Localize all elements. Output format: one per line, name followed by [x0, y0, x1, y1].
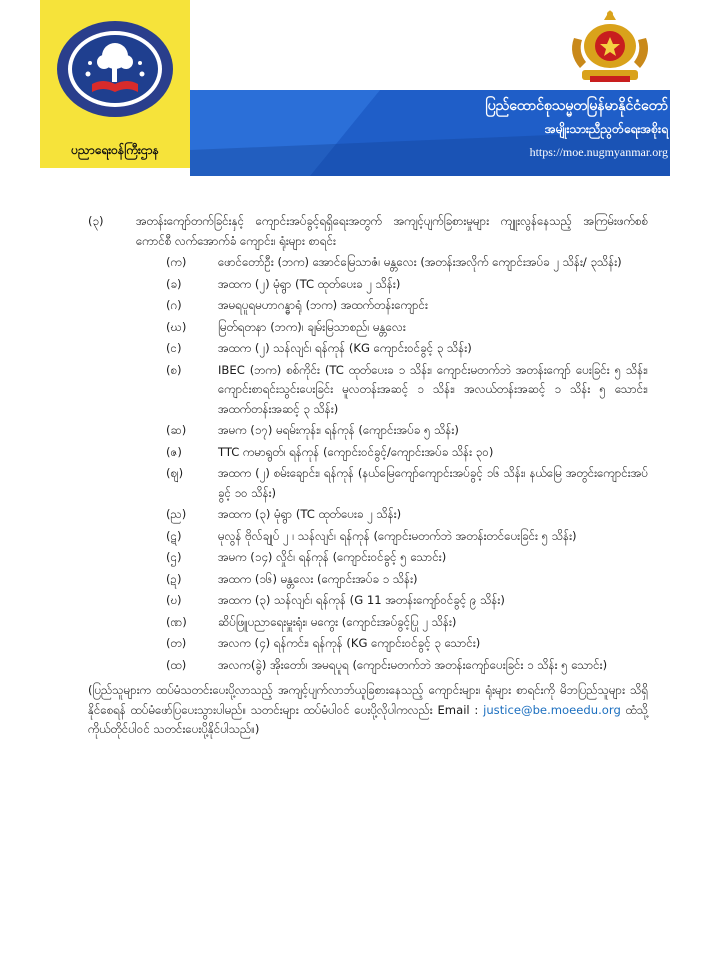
- list-item: [166, 253, 648, 273]
- list-marker: (င): [166, 341, 182, 355]
- ministry-logo-panel: [40, 0, 190, 168]
- list-item: [166, 656, 648, 676]
- document-body: [88, 212, 648, 740]
- list-text: အထက (၃) မုံရွာ (TC ထုတ်ပေးခ ၂ သိန်း): [218, 507, 402, 521]
- list-marker: (စ): [166, 362, 182, 377]
- section-heading: အတန်းကျော်တက်ခြင်းနှင့် ကျောင်းအပ်ခွင့်ရရှိရေးအတွက် အကျင့်ပျက်ခြစားမှုများ ကျူးလွန်နေသည့် အကြမ်းဖက်စစ်ကောင်စီ လက်အောက်ခံ ကျောင်း၊ ရုံးများ စာရင်း: [136, 214, 648, 248]
- website-url[interactable]: https://moe.nugmyanmar.org: [529, 145, 668, 159]
- list-marker: (ဈ): [166, 466, 184, 480]
- list-item: [166, 505, 648, 525]
- list-marker: (ထ): [166, 657, 187, 672]
- list-text: အမက (၁၄) လှိုင်၊ ရန်ကုန် (ကျောင်းဝင်ခွင့် ၅ သောင်း): [218, 550, 447, 564]
- list-marker: (က): [166, 255, 187, 269]
- list-item: [166, 443, 648, 463]
- list-marker: (ဂ): [166, 298, 182, 312]
- ministry-name: ပြည်ထောင်စုသမ္မတမြန်မာနိုင်ငံတော်: [485, 98, 668, 114]
- list-item: [166, 570, 648, 590]
- education-seal-icon: [54, 18, 176, 120]
- list-marker: (ဆ): [166, 423, 187, 437]
- list-item: [166, 613, 648, 633]
- school-list: [166, 253, 648, 675]
- contact-email-link[interactable]: justice@be.moeedu.org: [483, 702, 621, 717]
- closing-note: [88, 681, 648, 740]
- logo-caption: ပညာရေးဝန်ကြီးဌာန: [71, 143, 159, 157]
- list-text: အမရပူရမဟာဂန္ဓာရုံ (ဘက) အထက်တန်းကျောင်း: [218, 298, 428, 312]
- list-marker: (ဍ): [166, 571, 182, 586]
- note-text-end: ထံသို့ ကိုယ်တိုင်ပါဝင် သတင်းပေးပို့နိုင်ပါသည်။): [88, 702, 648, 736]
- list-marker: (ဌ): [166, 550, 182, 564]
- list-item: [166, 296, 648, 316]
- department-name: အမျိုးသားညီညွတ်ရေးအစိုးရ: [544, 122, 668, 136]
- list-item: [166, 421, 648, 441]
- list-item: [166, 339, 648, 359]
- state-emblem-icon: [560, 4, 660, 94]
- list-text: အမက (၁၇) မရမ်းကုန်း၊ ရန်ကုန် (ကျောင်းအပ်ခ ၅ သိန်း): [218, 423, 459, 437]
- list-item: [166, 464, 648, 503]
- list-item: [166, 361, 648, 420]
- list-marker: (ဏ): [166, 614, 187, 629]
- list-marker: (တ): [166, 636, 187, 650]
- list-text: အထက (၁၆) မန္တလေး (ကျောင်းအပ်ခ ၁ သိန်း): [218, 571, 418, 586]
- list-marker: (ည): [166, 507, 187, 521]
- list-marker: (ခ): [166, 276, 182, 291]
- list-text: အထက (၃) သန်လျင်၊ ရန်ကုန် (G 11 အတန်းကျော်ဝင်ခွင့် ၉ သိန်း): [218, 593, 505, 607]
- list-text: အလက (၄) ရန်ကင်း၊ ရန်ကုန် (KG ကျောင်းဝင်ခွင့် ၃ သောင်း): [218, 636, 481, 650]
- list-text: မုလွန် ဗိုလ်ချုပ် ၂ ၊ သန်လျင်၊ ရန်ကုန် (ကျောင်းမတက်ဘဲ အတန်းတင်ပေးခြင်း ၅ သိန်း): [218, 528, 577, 543]
- list-marker: (ဎ): [166, 593, 182, 607]
- list-text: IBEC (ဘက) စစ်ကိုင်း (TC ထုတ်ပေးခ ၁ သိန်း၊ ကျောင်းမတက်ဘဲ အတန်းကျော် ပေးခြင်း ၅ သိန်း၊ ကျောင်းစာရင်းသွင်းပေးခြင်း မူလတန်းအဆင့် ၁ သိန်း၊ အလယ်တန်းအဆင့် ၁ သိန်း ၅ သောင်း၊ အထက်တန်းအဆင့် ၃ သိန်း): [218, 362, 648, 416]
- section-intro: [88, 212, 648, 251]
- list-item: [166, 275, 648, 295]
- list-text: အလက(ခွဲ) အိုးတော်၊ အမရပူရ (ကျောင်းမတက်ဘဲ အတန်းကျော်ပေးခြင်း ၁ သိန်း ၅ သောင်း): [218, 657, 608, 672]
- list-marker: (ဃ): [166, 319, 187, 334]
- list-text: TTC ကမာရွတ်၊ ရန်ကုန် (ကျောင်းဝင်ခွင့်/ကျောင်းအပ်ခ သိန်း ၃၀): [218, 444, 494, 459]
- list-item: [166, 527, 648, 547]
- list-text: ဆိပ်ဖြူပညာရေးမှူးရုံး၊ မကွေး (ကျောင်းအပ်ခွင့်ပြု ၂ သိန်း): [218, 614, 457, 629]
- list-text: အထက (၂) မုံရွာ (TC ထုတ်ပေးခ ၂ သိန်း): [218, 276, 401, 291]
- list-text: အထက (၂) သန်လျင်၊ ရန်ကုန် (KG ကျောင်းဝင်ခွင့် ၃ သိန်း): [218, 341, 472, 355]
- list-item: [166, 548, 648, 568]
- list-item: [166, 634, 648, 654]
- list-item: [166, 318, 648, 338]
- list-text: ဖောင်တော်ဦး (ဘက) အောင်မြေသာဇံ၊ မန္တလေး (အတန်းအလိုက် ကျောင်းအပ်ခ ၂ သိန်း/ ၃သိန်း): [218, 255, 622, 269]
- note-text: (ပြည်သူများက ထပ်မံသတင်းပေးပို့လာသည့် အကျင့်ပျက်လာဘ်ယူခြစားနေသည့် ကျောင်းများ၊ ရုံးများ စာရင်းကို မိဘပြည်သူများ သိရှိနိုင်စေရန် ထပ်မံဖော်ပြပေးသွားပါမည်။ သတင်းများ ထပ်မံပါဝင် ပေးပို့လိုပါကလည်း Email :: [88, 683, 648, 717]
- list-text: မြတ်ရတနာ (ဘက)၊ ချမ်းမြသာစည်၊ မန္တလေး: [218, 319, 406, 334]
- list-text: အထက (၂) စမ်းချောင်း၊ ရန်ကုန် (နယ်မြေကျော်ကျောင်းအပ်ခွင့် ၁၆ သိန်း၊ နယ်မြေ အတွင်းကျောင်းအပ်ခွင့် ၁၀ သိန်း): [218, 466, 648, 500]
- list-item: [166, 591, 648, 611]
- list-marker: (ဋ): [166, 528, 182, 543]
- list-marker: (ဇ): [166, 444, 182, 459]
- section-number: (၃): [88, 214, 104, 228]
